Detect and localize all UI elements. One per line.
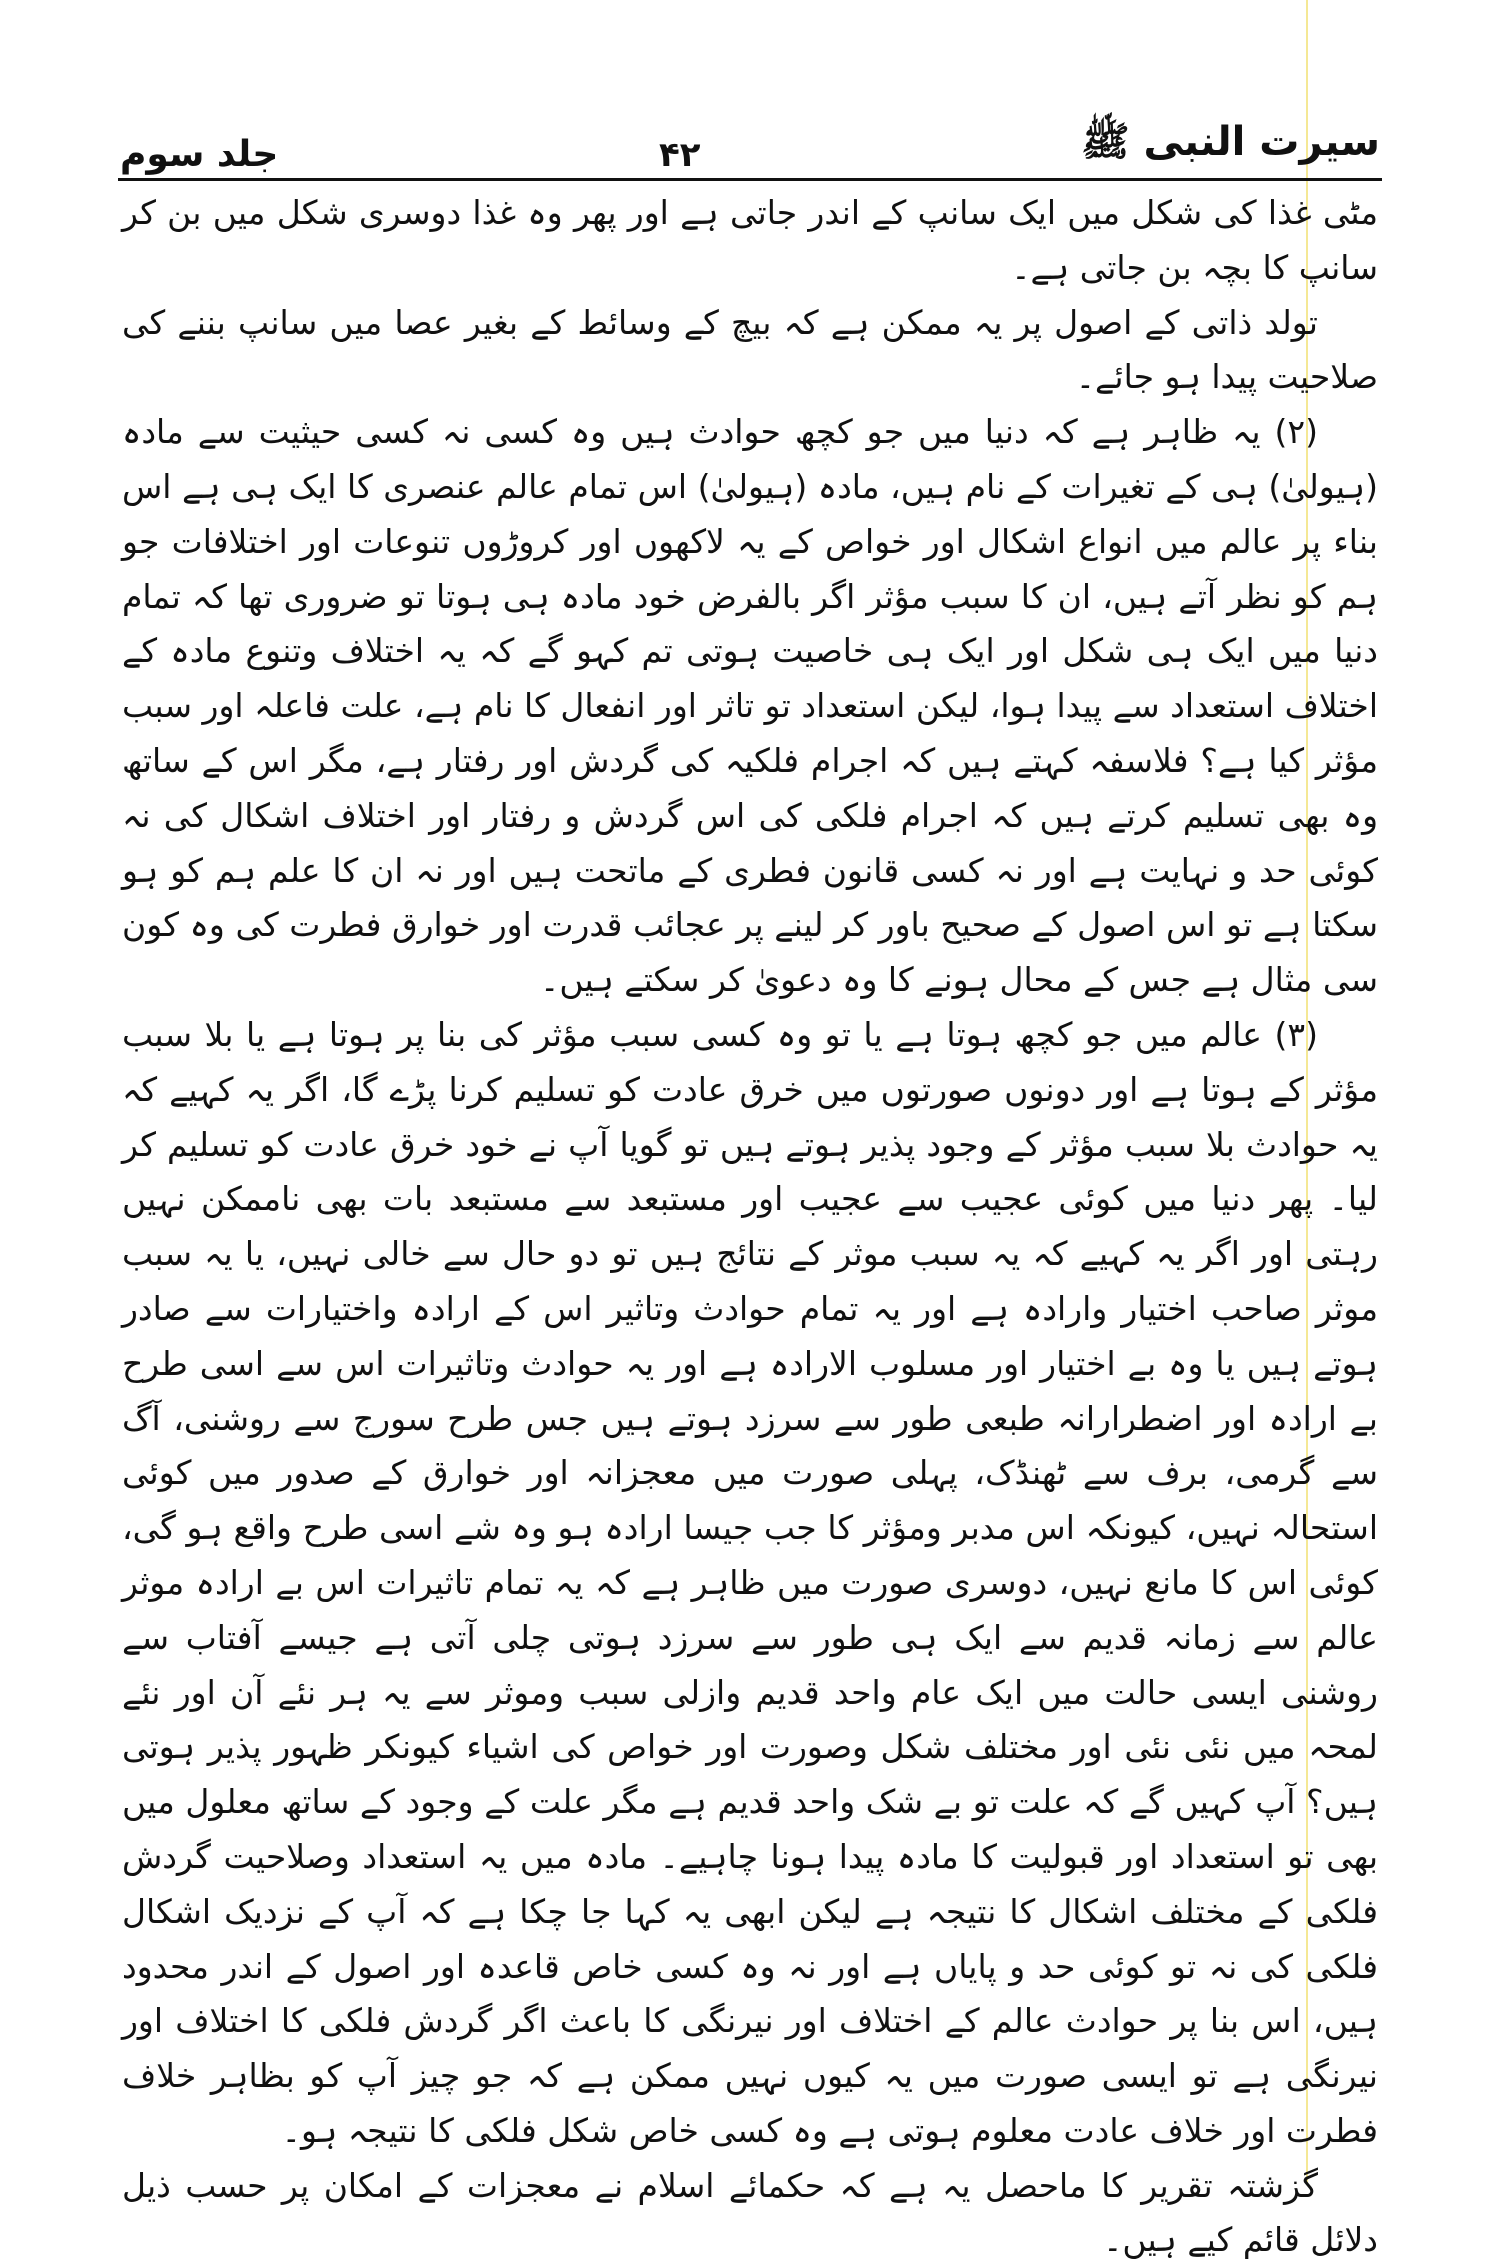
paragraph-4: (۳) عالم میں جو کچھ ہوتا ہے یا تو وہ کسی سبب مؤثر کی بنا پر ہوتا ہے یا بلا سبب مؤثر کے ہوتا ہے اور دونوں صورتوں میں خرق عادت کو تسلیم کرنا پڑے گا، اگر یہ کہیے کہ یہ حوادث بلا سبب مؤثر کے وجود پذیر ہوتے ہیں تو گویا آپ نے خود خرق عادت کو تسلیم کر لیا۔ پھر دنیا میں کوئی عجیب سے عجیب اور مستبعد سے مستبعد بات بھی ناممکن نہیں رہتی اور اگر یہ کہیے کہ یہ سبب موثر کے نتائج ہیں تو دو حال سے خالی نہیں، یا یہ سبب موثر صاحب اختیار وارادہ ہے اور یہ تمام حوادث وتاثیر اس کے ارادہ واختیارات سے صادر ہوتے ہیں یا وہ بے اختیار اور مسلوب الارادہ ہے اور یہ حوادث وتاثیرات اس سے اسی طرح بے ارادہ اور اضطرارانہ طبعی طور سے سرزد ہوتے ہیں جس طرح سورج سے روشنی، آگ سے گرمی، برف سے ٹھنڈک، پہلی صورت میں معجزانہ اور خوارق کے صدور میں کوئی استحالہ نہیں، کیونکہ اس مدبر ومؤثر کا جب جیسا ارادہ ہو وہ شے اسی طرح واقع ہو گی، کوئی اس کا مانع نہیں، دوسری صورت میں ظاہر ہے کہ یہ تمام تاثیرات اس بے ارادہ موثر عالم سے زمانہ قدیم سے ایک ہی طور سے سرزد ہوتی چلی آتی ہے جیسے آفتاب سے روشنی ایسی حالت میں ایک عام واحد قدیم وازلی سبب وموثر سے یہ ہر نئے آن اور نئے لمحہ میں نئی نئی اور مختلف شکل وصورت اور خواص کی اشیاء کیونکر ظہور پذیر ہوتی ہیں؟ آپ کہیں گے کہ علت تو بے شک واحد قدیم ہے مگر علت کے وجود کے ساتھ معلول میں بھی تو استعداد اور قبولیت کا مادہ پیدا ہونا چاہیے۔ مادہ میں یہ استعداد وصلاحیت گردش فلکی کے مختلف اشکال کا نتیجہ ہے لیکن ابھی یہ کہا جا چکا ہے کہ آپ کے نزدیک اشکال فلکی کی نہ تو کوئی حد و پایاں ہے اور نہ وہ کسی خاص قاعدہ اور اصول کے اندر محدود ہیں، اس بنا پر حوادث عالم کے اختلاف اور نیرنگی کا باعث اگر گردش فلکی کا اختلاف اور نیرنگی ہے تو ایسی صورت میں یہ کیوں نہیں ممکن ہے کہ جو چیز آپ کو بظاہر خلاف فطرت اور خلاف عادت معلوم ہوتی ہے وہ کسی خاص شکل فلکی کا نتیجہ ہو۔ [122, 1014, 1378, 2150]
paragraph-5: گزشتہ تقریر کا ماحصل یہ ہے کہ حکمائے اسلام نے معجزات کے امکان پر حسب ذیل دلائل قائم کیے ہیں۔ [122, 2165, 1378, 2260]
book-title: سیرت النبی ﷺ [1081, 119, 1380, 165]
paragraph-1: مٹی غذا کی شکل میں ایک سانپ کے اندر جاتی ہے اور پھر وہ غذا دوسری شکل میں بن کر سانپ کا بچہ بن جاتی ہے۔ [122, 193, 1378, 287]
paragraph-3: (۲) یہ ظاہر ہے کہ دنیا میں جو کچھ حوادث ہیں وہ کسی نہ کسی حیثیت سے مادہ (ہیولیٰ) ہی کے تغیرات کے نام ہیں، مادہ (ہیولیٰ) اس تمام عالم عنصری کا ایک ہی ہے اس بناء پر عالم میں انواع اشکال اور خواص کے یہ لاکھوں اور کروڑوں تنوعات اور اختلافات جو ہم کو نظر آتے ہیں، ان کا سبب مؤثر اگر بالفرض خود مادہ ہی ہوتا تو ضروری تھا کہ تمام دنیا میں ایک ہی شکل اور ایک ہی خاصیت ہوتی تم کہو گے کہ یہ اختلاف وتنوع مادہ کے اختلاف استعداد سے پیدا ہوا، لیکن استعداد تو تاثر اور انفعال کا نام ہے، علت فاعلہ اور سبب مؤثر کیا ہے؟ فلاسفہ کہتے ہیں کہ اجرام فلکیہ کی گردش اور رفتار ہے، مگر اس کے ساتھ وہ بھی تسلیم کرتے ہیں کہ اجرام فلکی کی اس گردش و رفتار اور اختلاف اشکال کی نہ کوئی حد و نہایت ہے اور نہ کسی قانون فطری کے ماتحت ہیں اور نہ ان کا علم ہم کو ہو سکتا ہے تو اس اصول کے صحیح باور کر لینے پر عجائب قدرت اور خوارق فطرت کی وہ کون سی مثال ہے جس کے محال ہونے کا وہ دعویٰ کر سکتے ہیں۔ [122, 412, 1378, 1000]
page-header [120, 105, 1380, 175]
header-divider [118, 178, 1382, 181]
page-body [122, 186, 1378, 2260]
paragraph-2: تولد ذاتی کے اصول پر یہ ممکن ہے کہ بیچ کے وسائط کے بغیر عصا میں سانپ بننے کی صلاحیت پیدا ہو جائے۔ [122, 302, 1378, 397]
page-number: ۴۲ [659, 135, 701, 175]
volume-label: جلد سوم [120, 134, 279, 175]
